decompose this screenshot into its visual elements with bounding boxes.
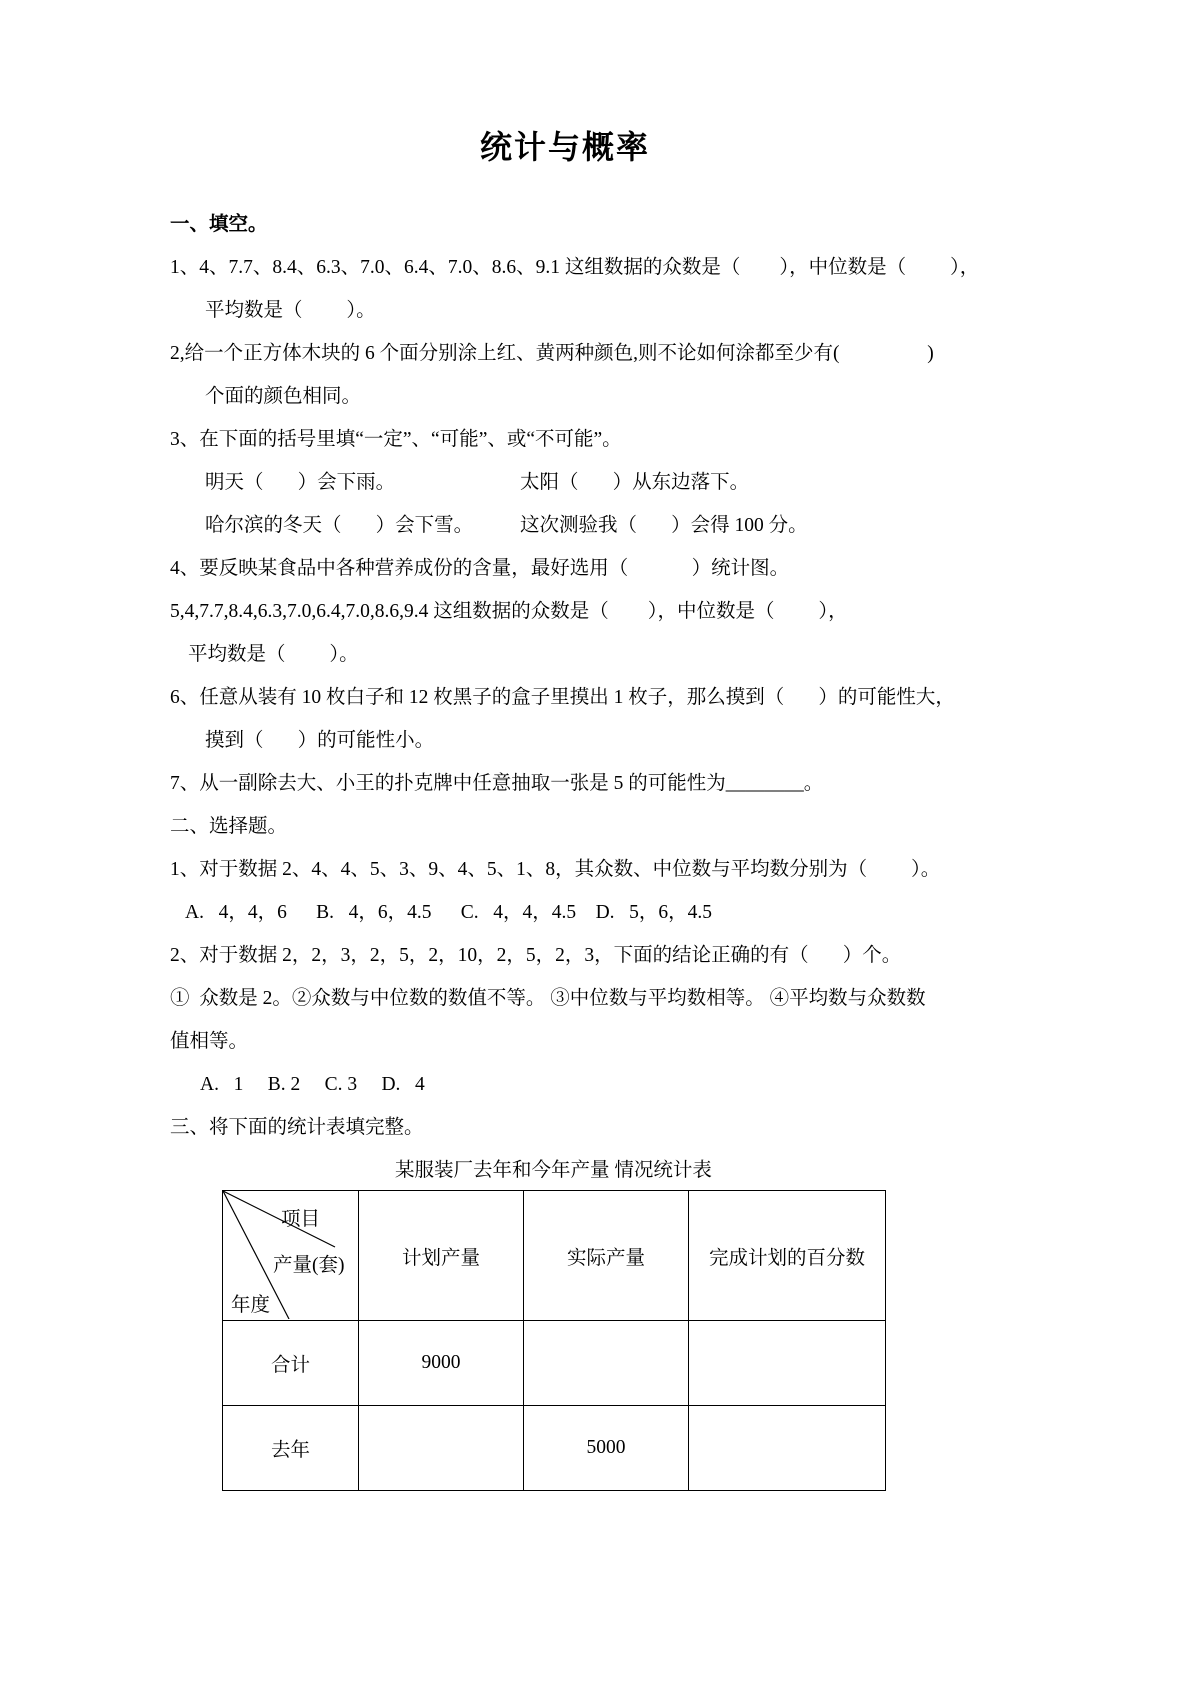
q3-row1-left: 明天（ ）会下雨。 xyxy=(205,472,396,493)
q3-row2-left: 哈尔滨的冬天（ ）会下雪。 xyxy=(205,515,474,536)
col-header-planned: 计划产量 xyxy=(359,1191,524,1321)
choice2-statements-line2: 值相等。 xyxy=(170,1031,249,1052)
cell-lastyear-planned xyxy=(359,1406,524,1491)
q5-line2: 平均数是（ ）。 xyxy=(188,644,359,665)
q1-line2: 平均数是（ ）。 xyxy=(205,300,376,321)
corner-cell xyxy=(223,1191,359,1321)
q3-row1-right: 太阳（ ）从东边落下。 xyxy=(520,472,750,493)
cell-lastyear-percent xyxy=(689,1406,886,1491)
table-row-lastyear xyxy=(223,1406,886,1491)
section-choice-heading: 二、选择题。 xyxy=(170,816,288,837)
cell-lastyear-actual: 5000 xyxy=(524,1406,689,1491)
table-title: 某服装厂去年和今年产量 情况统计表 xyxy=(395,1160,712,1181)
choice2-options: A. 1 B. 2 C. 3 D. 4 xyxy=(200,1074,425,1095)
cell-total-percent xyxy=(689,1321,886,1406)
q3-row1 xyxy=(170,470,1071,496)
q6-line2: 摸到（ ）的可能性小。 xyxy=(205,730,435,751)
q7-line: 7、从一副除去大、小王的扑克牌中任意抽取一张是 5 的可能性为________。 xyxy=(170,773,824,794)
q3-row2 xyxy=(170,513,1071,539)
choice1-line: 1、对于数据 2、4、4、5、3、9、4、5、1、8，其众数、中位数与平均数分别为（ ）。 xyxy=(170,859,941,880)
q2-line1: 2,给一个正方体木块的 6 个面分别涂上红、黄两种颜色,则不论如何涂都至少有( ) xyxy=(170,343,934,364)
section-table-heading: 三、将下面的统计表填完整。 xyxy=(170,1117,424,1138)
row-label-total: 合计 xyxy=(223,1321,359,1406)
choice2-statements-line1: ① 众数是 2。②众数与中位数的数值不等。 ③中位数与平均数相等。 ④平均数与众数数 xyxy=(170,988,926,1009)
page-title: 统计与概率 xyxy=(479,129,650,165)
q2-line2: 个面的颜色相同。 xyxy=(205,386,362,407)
q5-line1: 5,4,7.7,8.4,6.3,7.0,6.4,7.0,8.6,9.4 这组数据的众数是（ ），中位数是（ ）， xyxy=(170,601,848,622)
col-header-actual: 实际产量 xyxy=(524,1191,689,1321)
production-table xyxy=(222,1190,886,1491)
q6-line1: 6、任意从装有 10 枚白子和 12 枚黑子的盒子里摸出 1 枚子，那么摸到（ ）的可能性大， xyxy=(170,687,955,708)
q4-line: 4、要反映某食品中各种营养成份的含量，最好选用（ ）统计图。 xyxy=(170,558,790,579)
choice2-line: 2、对于数据 2，2，3，2，5，2，10，2，5，2，3，下面的结论正确的有（ ）个。 xyxy=(170,945,902,966)
table-row-total xyxy=(223,1321,886,1406)
row-label-lastyear: 去年 xyxy=(223,1406,359,1491)
table-header-row xyxy=(223,1191,886,1321)
cell-total-actual xyxy=(524,1321,689,1406)
corner-label-year: 年度 xyxy=(231,1295,271,1316)
q3-line: 3、在下面的括号里填“一定”、“可能”、或“不可能”。 xyxy=(170,429,622,450)
section-fill-heading: 一、填空。 xyxy=(170,214,268,235)
col-header-percent: 完成计划的百分数 xyxy=(689,1191,886,1321)
cell-total-planned: 9000 xyxy=(359,1321,524,1406)
q1-line1: 1、4、7.7、8.4、6.3、7.0、6.4、7.0、8.6、9.1 这组数据的众数是（ ），中位数是（ ）， xyxy=(170,257,980,278)
corner-label-quantity: 产量(套) xyxy=(273,1255,345,1276)
choice1-options: A. 4，4，6 B. 4，6，4.5 C. 4，4，4.5 D. 5，6，4.5 xyxy=(185,902,713,923)
q3-row2-right: 这次测验我（ ）会得 100 分。 xyxy=(520,515,808,536)
corner-label-item: 项目 xyxy=(281,1209,321,1230)
